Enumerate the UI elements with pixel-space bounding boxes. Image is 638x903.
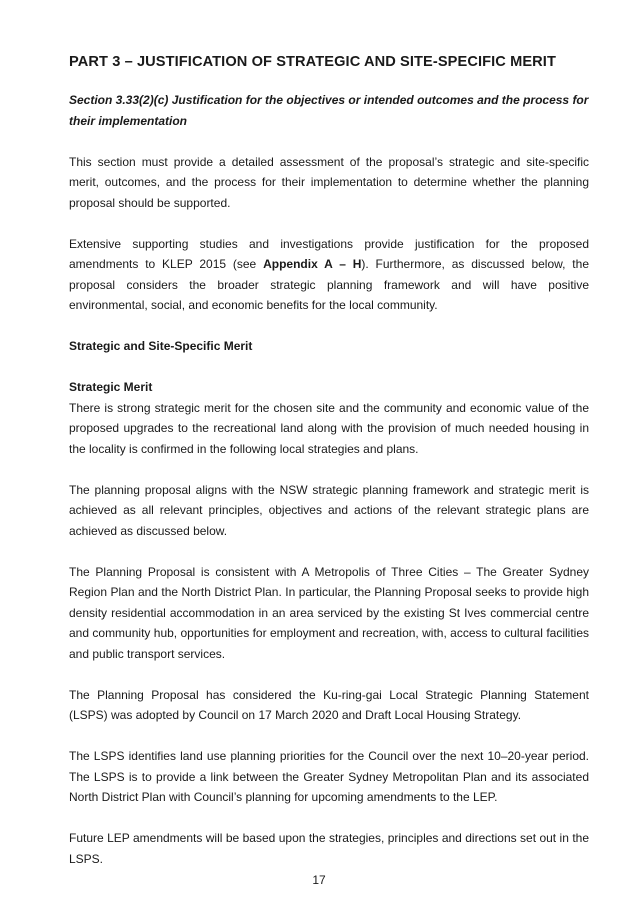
body-paragraph: Future LEP amendments will be based upon the strategies, principles and directions set out in the LSPS. — [69, 831, 589, 866]
section-title: Section 3.33(2)(c) Justification for the objectives or intended outcomes and the process for their implementation — [69, 93, 589, 128]
body-paragraph: The planning proposal aligns with the NSW strategic planning framework and strategic merit is achieved as all relevant principles, objectives and actions of the relevant strategic plans are achieved as discussed below. — [69, 482, 589, 538]
body-paragraph: There is strong strategic merit for the chosen site and the community and economic value of the proposed upgrades to the recreational land along with the provision of much needed housing in the locality is confirmed in the following local strategies and plans. — [69, 400, 589, 456]
studies-paragraph — [69, 234, 589, 316]
body-paragraph: The LSPS identifies land use planning priorities for the Council over the next 10–20-year period. The LSPS is to provide a link between the Greater Sydney Metropolitan Plan and its associated North District Plan with Council’s planning for upcoming amendments to the LEP. — [69, 749, 589, 804]
studies-text-after: ). Furthermore, as discussed below, the proposal considers the broader strategic planning framework and will have positive environmental, social, and economic benefits for the local community. — [69, 257, 589, 312]
studies-text-before: Extensive supporting studies and investigations provide justification for the proposed amendments to KLEP 2015 (see — [69, 236, 589, 271]
subheading-strategic-merit: Strategic Merit — [69, 380, 153, 394]
body-paragraph: The Planning Proposal is consistent with A Metropolis of Three Cities – The Greater Sydney Region Plan and the North District Plan. In particular, the Planning Proposal seeks to provide high density residential accommodation in an area serviced by the existing St Ives commercial centre and community hub, opportunities for employment and recreation, with, access to cultural facilities and public transport services. — [69, 564, 589, 661]
subheading-strategic-site-merit: Strategic and Site-Specific Merit — [69, 339, 253, 353]
body-paragraph: The Planning Proposal has considered the Ku-ring-gai Local Strategic Planning Statement (LSPS) was adopted by Council on 17 March 2020 and Draft Local Housing Strategy. — [69, 687, 589, 722]
page-number: 17 — [312, 873, 326, 887]
intro-paragraph: This section must provide a detailed assessment of the proposal’s strategic and site-specific merit, outcomes, and the process for their implementation to determine whether the planning proposal should be supported. — [69, 154, 589, 210]
page-heading: PART 3 – JUSTIFICATION OF STRATEGIC AND SITE-SPECIFIC MERIT — [69, 54, 556, 70]
document-page — [69, 52, 589, 869]
appendix-reference: Appendix A – H — [263, 257, 362, 271]
